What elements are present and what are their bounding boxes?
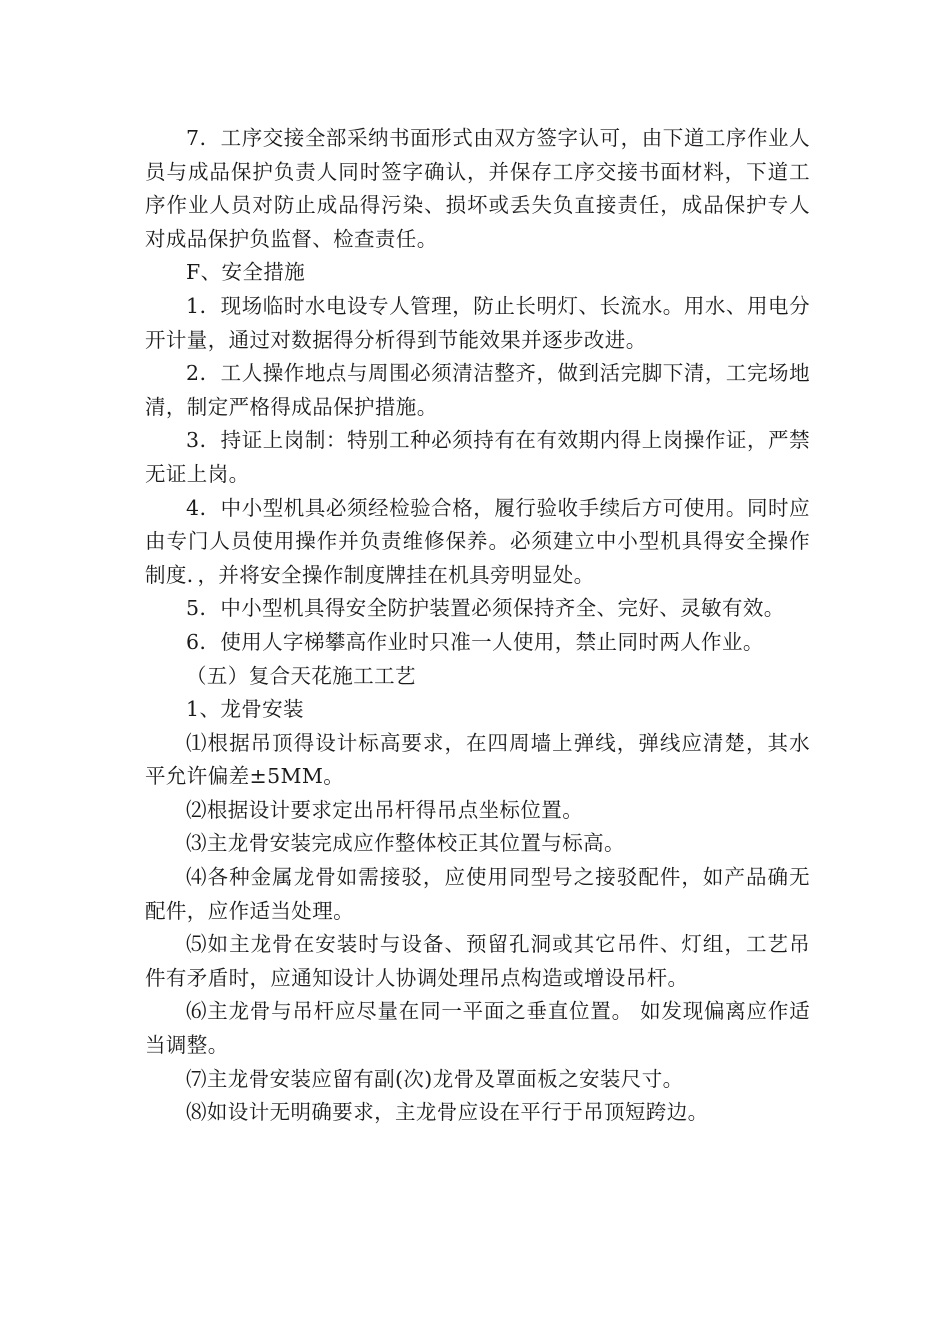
paragraph-keel-3: ⑶主龙骨安装完成应作整体校正其位置与标高。 bbox=[186, 831, 625, 856]
paragraph-safety-1: 1．现场临时水电设专人管理，防止长明灯、长流水。用水、用电分开计量，通过对数据得分析得到节能效果并逐步改进。 bbox=[145, 293, 810, 352]
paragraph-keel-8: ⑻如设计无明确要求，主龙骨应设在平行于吊顶短跨边。 bbox=[186, 1100, 709, 1125]
paragraph-safety-5: 5．中小型机具得安全防护装置必须保持齐全、完好、灵敏有效。 bbox=[186, 596, 785, 621]
paragraph-safety-6: 6．使用人字梯攀高作业时只准一人使用，禁止同时两人作业。 bbox=[186, 629, 764, 654]
section-heading-safety: F、安全措施 bbox=[186, 260, 306, 285]
paragraph-keel-5: ⑸如主龙骨在安装时与设备、预留孔洞或其它吊件、灯组，工艺吊件有矛盾时，应通知设计人协调处理吊点构造或增设吊杆。 bbox=[145, 932, 810, 990]
paragraph-keel-6: ⑹主龙骨与吊杆应尽量在同一平面之垂直位置。 如发现偏离应作适当调整。 bbox=[145, 999, 810, 1058]
paragraph-keel-7: ⑺主龙骨安装应留有副(次)龙骨及罩面板之安装尺寸。 bbox=[186, 1066, 684, 1091]
paragraph-keel-2: ⑵根据设计要求定出吊杆得吊点坐标位置。 bbox=[186, 797, 584, 822]
paragraph-keel-4: ⑷各种金属龙骨如需接驳，应使用同型号之接驳配件，如产品确无配件，应作适当处理。 bbox=[145, 865, 810, 923]
subheading-keel-installation: 1、龙骨安装 bbox=[186, 697, 304, 722]
paragraph-keel-1: ⑴根据吊顶得设计标高要求，在四周墙上弹线，弹线应清楚，其水平允许偏差±5MM。 bbox=[145, 730, 810, 789]
paragraph-safety-2: 2．工人操作地点与周围必须清洁整齐，做到活完脚下清，工完场地清，制定严格得成品保护措施。 bbox=[145, 361, 810, 419]
paragraph-handover-7: 7．工序交接全部采纳书面形式由双方签字认可，由下道工序作业人员与成品保护负责人同时签字确认，并保存工序交接书面材料，下道工序作业人员对防止成品得污染、损坏或丢失负直接责任，成品保护专人对成品保护负监督、检查责任。 bbox=[145, 126, 810, 251]
paragraph-safety-3: 3．持证上岗制：特别工种必须持有在有效期内得上岗操作证，严禁无证上岗。 bbox=[145, 428, 810, 486]
document-body bbox=[145, 122, 810, 1130]
section-heading-ceiling: （五）复合天花施工工艺 bbox=[186, 663, 416, 688]
paragraph-safety-4: 4．中小型机具必须经检验合格，履行验收手续后方可使用。同时应由专门人员使用操作并负责维修保养。必须建立中小型机具得安全操作制度．，并将安全操作制度牌挂在机具旁明显处。 bbox=[145, 495, 810, 587]
